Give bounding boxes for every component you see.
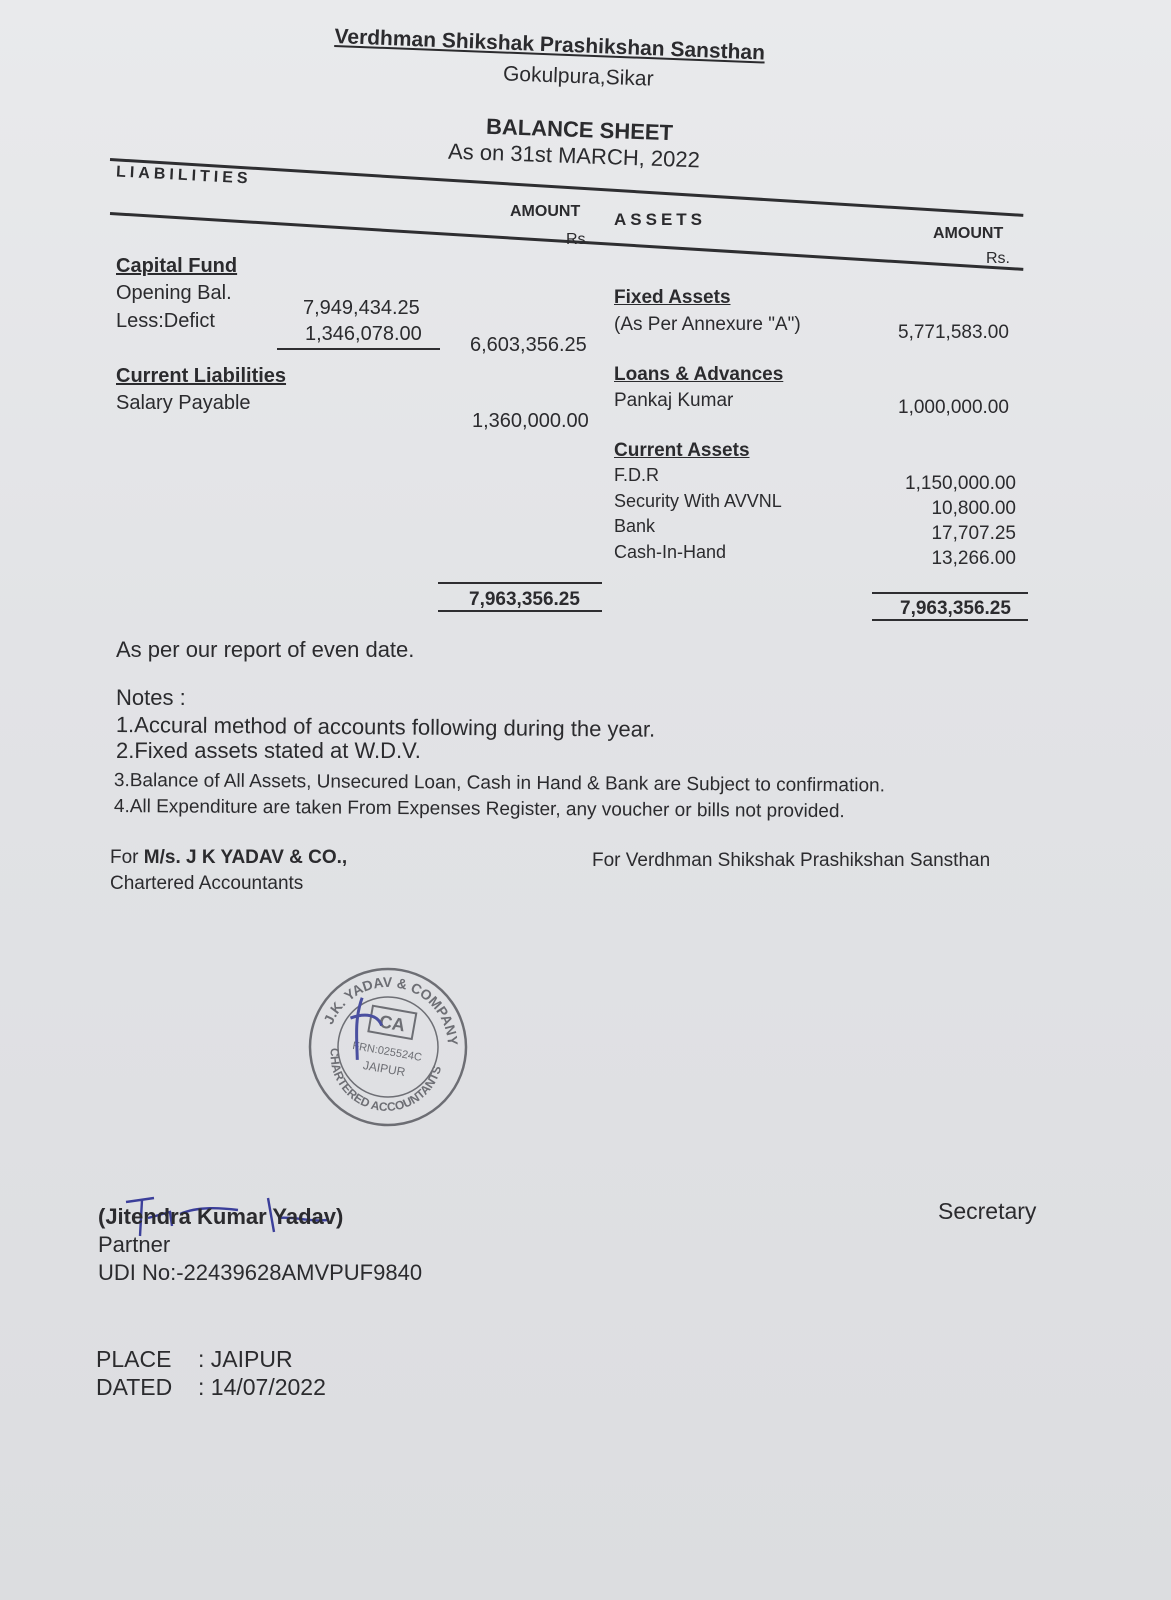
udin: UDI No:-22439628AMVPUF9840 <box>98 1260 423 1285</box>
fdr-value: 1,150,000.00 <box>905 473 1016 494</box>
deficit-underline <box>277 348 440 350</box>
assets-header: ASSETS <box>614 210 707 229</box>
notes-heading: Notes : <box>116 685 186 710</box>
opening-bal-label: Opening Bal. <box>116 282 232 304</box>
fixed-assets-heading: Fixed Assets <box>614 287 731 308</box>
auditor-firm: M/s. J K YADAV & CO., <box>143 847 348 868</box>
assets-total-top-rule <box>872 592 1028 594</box>
assets-total-bottom-rule <box>872 619 1028 621</box>
fixed-assets-value: 5,771,583.00 <box>898 322 1009 343</box>
stamp-frn: FRN:025524C <box>351 1039 423 1064</box>
liabilities-total: 7,963,356.25 <box>469 589 580 610</box>
salary-payable-label: Salary Payable <box>116 392 251 414</box>
assets-rs-header: Rs. <box>986 250 1010 267</box>
fdr-label: F.D.R <box>614 465 659 485</box>
dated-label: DATED <box>96 1374 173 1400</box>
note-2: 2.Fixed assets stated at W.D.V. <box>116 738 421 763</box>
loans-advances-value: 1,000,000.00 <box>898 397 1009 418</box>
loans-advances-heading: Loans & Advances <box>614 364 784 385</box>
note-4: 4.All Expenditure are taken From Expenses Register, any voucher or bills not provided. <box>113 796 845 823</box>
place-label: PLACE <box>96 1346 172 1372</box>
current-liabilities-heading: Current Liabilities <box>116 365 287 387</box>
liab-amount-header: AMOUNT <box>510 203 581 220</box>
as-on-date: As on 31st MARCH, 2022 <box>447 138 701 173</box>
partner-name: (Jitendra Kumar Yadav) <box>98 1204 344 1229</box>
pankaj-kumar-label: Pankaj Kumar <box>614 390 734 411</box>
stamp-city: JAIPUR <box>361 1058 407 1080</box>
liab-total-bottom-rule <box>438 610 602 612</box>
stamp-bottom-text: CHARTERED ACCOUNTANTS <box>327 1047 445 1115</box>
bank-label: Bank <box>614 516 656 536</box>
fixed-assets-note: (As Per Annexure "A") <box>614 314 801 335</box>
stamp-outer-text: J.K. YADAV & COMPANY <box>320 973 462 1046</box>
ca-firm-stamp <box>293 952 483 1142</box>
assets-total: 7,963,356.25 <box>900 598 1011 619</box>
capital-fund-heading: Capital Fund <box>116 255 238 277</box>
current-assets-heading: Current Assets <box>614 440 750 461</box>
org-name: Verdhman Shikshak Prashikshan Sansthan <box>334 25 766 65</box>
liab-total-top-rule <box>438 582 602 584</box>
report-line: As per our report of even date. <box>116 637 415 662</box>
less-deficit-label: Less:Defict <box>116 310 215 332</box>
security-avvnl-label: Security With AVVNL <box>614 491 782 511</box>
auditor-for-prefix: For <box>110 847 144 868</box>
assets-amount-header: AMOUNT <box>933 225 1004 242</box>
liabilities-header: LIABILITIES <box>115 163 252 188</box>
less-deficit-value: 1,346,078.00 <box>305 323 422 345</box>
cash-in-hand-label: Cash-In-Hand <box>614 542 727 562</box>
org-address: Gokulpura,Sikar <box>502 62 654 91</box>
bank-value: 17,707.25 <box>931 523 1016 544</box>
note-3: 3.Balance of All Assets, Unsecured Loan, Cash in Hand & Bank are Subject to confirmation. <box>113 770 885 797</box>
partner-role: Partner <box>98 1232 171 1257</box>
svg-text:CHARTERED ACCOUNTANTS <box>318 1046 444 1123</box>
opening-bal-value: 7,949,434.25 <box>303 297 420 319</box>
salary-payable-value: 1,360,000.00 <box>472 410 589 432</box>
liab-rs-header: Rs. <box>566 231 590 248</box>
secretary-label: Secretary <box>938 1198 1037 1224</box>
cash-in-hand-value: 13,266.00 <box>931 548 1016 569</box>
auditor-designation: Chartered Accountants <box>110 873 304 894</box>
auditor-for-line <box>110 847 347 869</box>
place-value: : JAIPUR <box>198 1346 293 1372</box>
org-for-line: For Verdhman Shikshak Prashikshan Sansthan <box>592 850 991 871</box>
capital-fund-total: 6,603,356.25 <box>470 334 587 356</box>
stamp-ca-logo: CA <box>377 1011 407 1036</box>
sheet-title: BALANCE SHEET <box>485 113 674 146</box>
dated-value: : 14/07/2022 <box>198 1374 326 1400</box>
security-avvnl-value: 10,800.00 <box>931 498 1016 519</box>
note-1: 1.Accural method of accounts following during the year. <box>115 712 656 742</box>
